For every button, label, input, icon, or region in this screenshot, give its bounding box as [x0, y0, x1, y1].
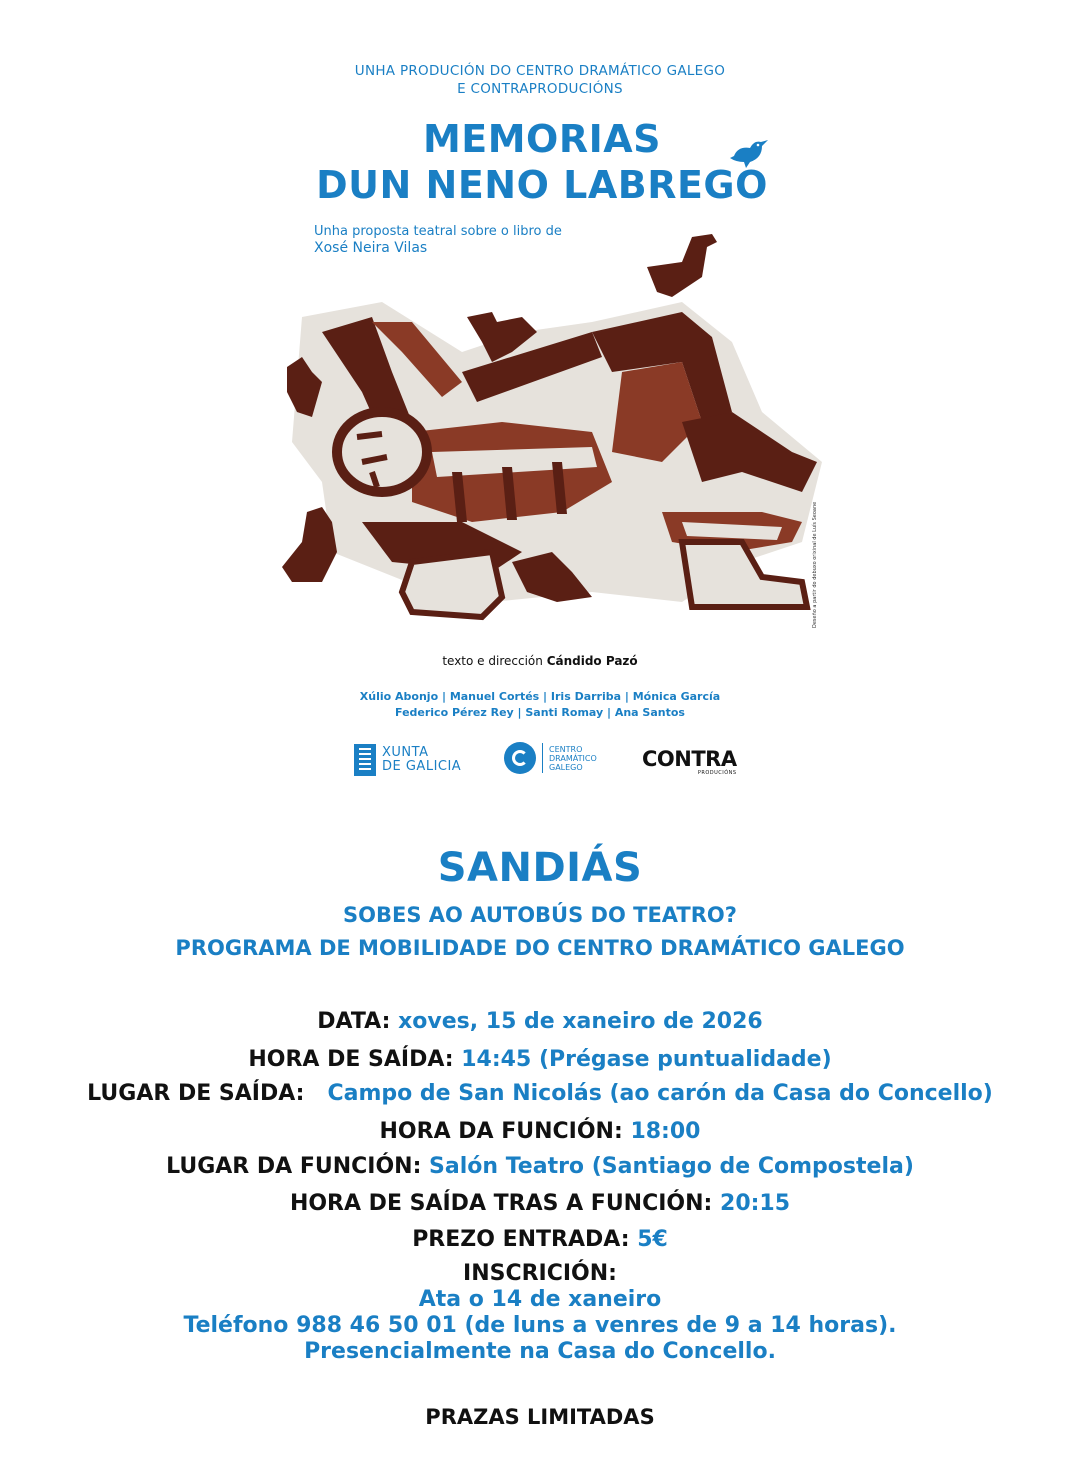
artwork-credit: Deseño a partir do debuxo orixinal de Luís Seoane [812, 501, 818, 628]
cdg-text: GALEGO [549, 762, 583, 772]
author-name: Xosé Neira Vilas [314, 240, 428, 256]
price-value: 5€ [637, 1227, 668, 1252]
price-row [0, 1226, 1080, 1254]
producer-line: E CONTRAPRODUCIÓNS [457, 81, 623, 97]
return-time-label: HORA DE SAÍDA TRAS A FUNCIÓN: [289, 1191, 713, 1216]
xunta-emblem-icon [354, 744, 376, 776]
price-label: PREZO ENTRADA: [412, 1227, 630, 1252]
director-name: Cándido Pazó [546, 654, 638, 668]
bird-icon [728, 136, 770, 170]
departure-time-value: 14:45 (Prégase puntualidade) [461, 1047, 832, 1072]
contra-subtext: PRODUCIÓNS [697, 770, 737, 776]
play-title-line1: MEMORIAS [422, 117, 662, 161]
cdg-text: DRAMÁTICO [549, 753, 597, 763]
poster-artwork [262, 222, 822, 642]
departure-place-label: LUGAR DE SAÍDA: [87, 1081, 305, 1106]
show-time-value: 18:00 [630, 1119, 701, 1144]
direction-label: texto e dirección [442, 654, 543, 668]
return-time-row [0, 1190, 1080, 1218]
registration-in-person: Presencialmente na Casa do Concello. [304, 1339, 776, 1364]
show-time-label: HORA DA FUNCIÓN: [379, 1119, 623, 1144]
cdg-emblem-icon [504, 742, 536, 774]
departure-place-row [0, 1080, 1080, 1108]
play-title-line2: DUN NENO LABREGO [316, 163, 768, 207]
departure-place-value: Campo de San Nicolás (ao carón da Casa do Concello) [327, 1081, 993, 1106]
sponsor-logos [0, 742, 1080, 782]
town-heading: SANDIÁS [437, 845, 643, 891]
xunta-text: DE GALICIA [382, 759, 462, 774]
departure-time-row [0, 1046, 1080, 1074]
registration-phone: Teléfono 988 46 50 01 (de luns a venres de 9 a 14 horas). [183, 1313, 897, 1338]
producer-line: UNHA PRODUCIÓN DO CENTRO DRAMÁTICO GALEGO [354, 63, 726, 79]
xunta-text: XUNTA [382, 745, 429, 760]
show-place-label: LUGAR DA FUNCIÓN: [166, 1154, 422, 1179]
program-name: PROGRAMA DE MOBILIDADE DO CENTRO DRAMÁTICO GALEGO [175, 936, 905, 960]
date-row [0, 1008, 1080, 1036]
show-place-value: Salón Teatro (Santiago de Compostela) [429, 1154, 914, 1179]
xunta-logo [354, 744, 461, 776]
departure-time-label: HORA DE SAÍDA: [248, 1047, 454, 1072]
date-label: DATA: [317, 1009, 391, 1034]
registration-deadline: Ata o 14 de xaneiro [418, 1287, 662, 1312]
direction-credit [0, 654, 1080, 668]
subtitle-line: Unha proposta teatral sobre o libro de [314, 224, 562, 239]
program-question: SOBES AO AUTOBÚS DO TEATRO? [343, 903, 737, 927]
cast-line: Federico Pérez Rey | Santi Romay | Ana Santos [395, 706, 685, 719]
cdg-logo [504, 742, 597, 774]
registration-label: INSCRICIÓN: [463, 1261, 617, 1286]
show-place-row [0, 1153, 1080, 1181]
contra-logo [642, 748, 737, 776]
cast-line: Xúlio Abonjo | Manuel Cortés | Iris Darriba | Mónica García [359, 690, 721, 703]
play-title [312, 116, 772, 208]
date-value: xoves, 15 de xaneiro de 2026 [398, 1009, 763, 1034]
show-time-row [0, 1118, 1080, 1146]
contra-text: CONTRA [642, 747, 737, 771]
limited-places: PRAZAS LIMITADAS [425, 1405, 655, 1429]
cdg-text: CENTRO [549, 744, 583, 754]
return-time-value: 20:15 [720, 1191, 791, 1216]
